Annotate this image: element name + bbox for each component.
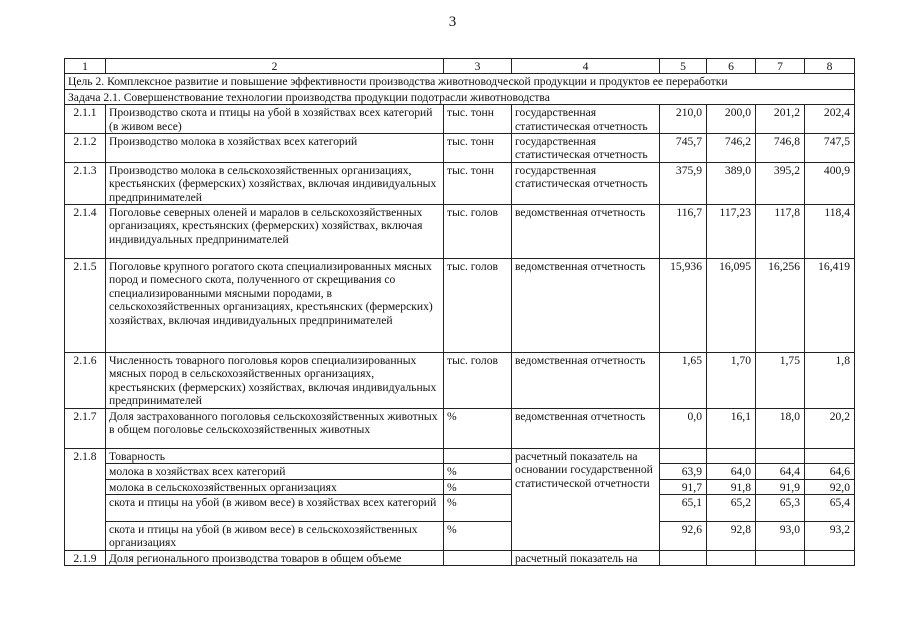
value-col5: 91,7 [660, 479, 707, 494]
page-number: 3 [448, 14, 457, 30]
data-source: ведомственная отчетность [512, 205, 660, 259]
data-source: государственная статистическая отчетность [512, 134, 660, 163]
value-col6: 65,2 [707, 494, 756, 521]
indicator-name: Поголовье северных оленей и маралов в сельскохозяйственных организациях, крестьянских (фермерских) хозяйствах, включая индивидуальных предпринимателей [106, 205, 444, 259]
indicator-row [65, 134, 855, 163]
value-col7: 91,9 [756, 479, 805, 494]
value-col8 [805, 448, 855, 463]
goal-title: Цель 2. Комплексное развитие и повышение эффективности производства животноводческой продукции и продуктов ее переработки [65, 74, 855, 89]
value-col5: 0,0 [660, 408, 707, 448]
value-col7 [756, 448, 805, 463]
value-col5: 92,6 [660, 521, 707, 550]
column-header: 4 [512, 59, 660, 74]
indicator-name: Поголовье крупного рогатого скота специализированных мясных пород и помесного скота, полученного от скрещивания со специализированными мясными породами, в сельскохозяйственных организациях, крестьянских (фермерских) хозяйствах, включая индивидуальных предпринимателей [106, 259, 444, 353]
value-col6 [707, 550, 756, 565]
indicator-name: Производство молока в сельскохозяйственных организациях, крестьянских (фермерских) хозяйствах, включая индивидуальных предпринимателей [106, 162, 444, 204]
value-col7 [756, 550, 805, 565]
row-number: 2.1.6 [65, 353, 106, 409]
value-col5 [660, 448, 707, 463]
unit: тыс. голов [444, 353, 512, 409]
indicator-row [65, 448, 855, 463]
indicator-row [65, 353, 855, 409]
indicator-row [65, 105, 855, 134]
data-source: государственная статистическая отчетность [512, 105, 660, 134]
column-header: 3 [444, 59, 512, 74]
value-col8: 20,2 [805, 408, 855, 448]
row-number: 2.1.2 [65, 134, 106, 163]
value-col6 [707, 448, 756, 463]
value-col8 [805, 550, 855, 565]
column-number-row [65, 59, 855, 74]
value-col7: 746,8 [756, 134, 805, 163]
indicator-row [65, 550, 855, 565]
value-col7: 201,2 [756, 105, 805, 134]
sub-indicator-row [65, 464, 855, 479]
unit: тыс. тонн [444, 162, 512, 204]
value-col8: 92,0 [805, 479, 855, 494]
sub-indicator-row [65, 521, 855, 550]
value-col5 [660, 550, 707, 565]
value-col8: 202,4 [805, 105, 855, 134]
column-header: 8 [805, 59, 855, 74]
indicator-row [65, 162, 855, 204]
value-col7: 18,0 [756, 408, 805, 448]
unit [444, 448, 512, 463]
sub-indicator-name: скота и птицы на убой (в живом весе) в хозяйствах всех категорий [106, 494, 444, 521]
unit [444, 550, 512, 565]
value-col8: 93,2 [805, 521, 855, 550]
column-header: 2 [106, 59, 444, 74]
value-col7: 65,3 [756, 494, 805, 521]
unit: % [444, 494, 512, 521]
value-col6: 389,0 [707, 162, 756, 204]
indicator-name: Производство молока в хозяйствах всех категорий [106, 134, 444, 163]
unit: тыс. голов [444, 259, 512, 353]
value-col7: 16,256 [756, 259, 805, 353]
value-col5: 15,936 [660, 259, 707, 353]
sub-indicator-row [65, 479, 855, 494]
value-col5: 116,7 [660, 205, 707, 259]
value-col8: 16,419 [805, 259, 855, 353]
value-col8: 65,4 [805, 494, 855, 521]
value-col6: 16,1 [707, 408, 756, 448]
indicator-name: Производство скота и птицы на убой в хозяйствах всех категорий (в живом весе) [106, 105, 444, 134]
indicator-row [65, 205, 855, 259]
value-col6: 117,23 [707, 205, 756, 259]
value-col6: 1,70 [707, 353, 756, 409]
data-source: расчетный показатель на [512, 550, 660, 565]
indicator-name: Товарность [106, 448, 444, 463]
data-source: ведомственная отчетность [512, 353, 660, 409]
row-number: 2.1.1 [65, 105, 106, 134]
value-col6: 16,095 [707, 259, 756, 353]
value-col6: 92,8 [707, 521, 756, 550]
unit: % [444, 464, 512, 479]
value-col5: 63,9 [660, 464, 707, 479]
unit: тыс. голов [444, 205, 512, 259]
indicator-row [65, 259, 855, 353]
row-number: 2.1.3 [65, 162, 106, 204]
sub-indicator-name: скота и птицы на убой (в живом весе) в сельскохозяйственных организациях [106, 521, 444, 550]
column-header: 6 [707, 59, 756, 74]
indicator-name: Доля застрахованного поголовья сельскохозяйственных животных в общем поголовье сельскохозяйственных животных [106, 408, 444, 448]
row-number: 2.1.4 [65, 205, 106, 259]
unit: тыс. тонн [444, 134, 512, 163]
value-col6: 91,8 [707, 479, 756, 494]
data-source: государственная статистическая отчетность [512, 162, 660, 204]
value-col6: 200,0 [707, 105, 756, 134]
value-col6: 64,0 [707, 464, 756, 479]
indicator-name: Численность товарного поголовья коров специализированных мясных пород в сельскохозяйственных организациях, крестьянских (фермерских) хозяйствах, включая индивидуальных предпринимателей [106, 353, 444, 409]
value-col7: 395,2 [756, 162, 805, 204]
row-number: 2.1.5 [65, 259, 106, 353]
task-title: Задача 2.1. Совершенствование технологии производства продукции подотрасли животноводства [65, 89, 855, 104]
indicator-name: Доля регионального производства товаров в общем объеме [106, 550, 444, 565]
column-header: 7 [756, 59, 805, 74]
sub-indicator-name: молока в хозяйствах всех категорий [106, 464, 444, 479]
value-col5: 65,1 [660, 494, 707, 521]
value-col8: 64,6 [805, 464, 855, 479]
sub-indicator-row [65, 494, 855, 521]
column-header: 5 [660, 59, 707, 74]
row-number: 2.1.8 [65, 448, 106, 550]
value-col5: 1,65 [660, 353, 707, 409]
column-header: 1 [65, 59, 106, 74]
indicator-row [65, 408, 855, 448]
value-col8: 1,8 [805, 353, 855, 409]
sub-indicator-name: молока в сельскохозяйственных организациях [106, 479, 444, 494]
goal-row [65, 74, 855, 89]
value-col5: 745,7 [660, 134, 707, 163]
unit: % [444, 408, 512, 448]
value-col8: 747,5 [805, 134, 855, 163]
unit: тыс. тонн [444, 105, 512, 134]
value-col7: 1,75 [756, 353, 805, 409]
value-col5: 210,0 [660, 105, 707, 134]
row-number: 2.1.7 [65, 408, 106, 448]
value-col7: 93,0 [756, 521, 805, 550]
indicators-table [64, 58, 855, 566]
data-source: ведомственная отчетность [512, 408, 660, 448]
value-col8: 118,4 [805, 205, 855, 259]
unit: % [444, 479, 512, 494]
value-col8: 400,9 [805, 162, 855, 204]
task-row [65, 89, 855, 104]
value-col5: 375,9 [660, 162, 707, 204]
value-col6: 746,2 [707, 134, 756, 163]
data-source: ведомственная отчетность [512, 259, 660, 353]
unit: % [444, 521, 512, 550]
row-number: 2.1.9 [65, 550, 106, 565]
value-col7: 64,4 [756, 464, 805, 479]
value-col7: 117,8 [756, 205, 805, 259]
data-source: расчетный показатель на основании государственной статистической отчетности [512, 448, 660, 550]
